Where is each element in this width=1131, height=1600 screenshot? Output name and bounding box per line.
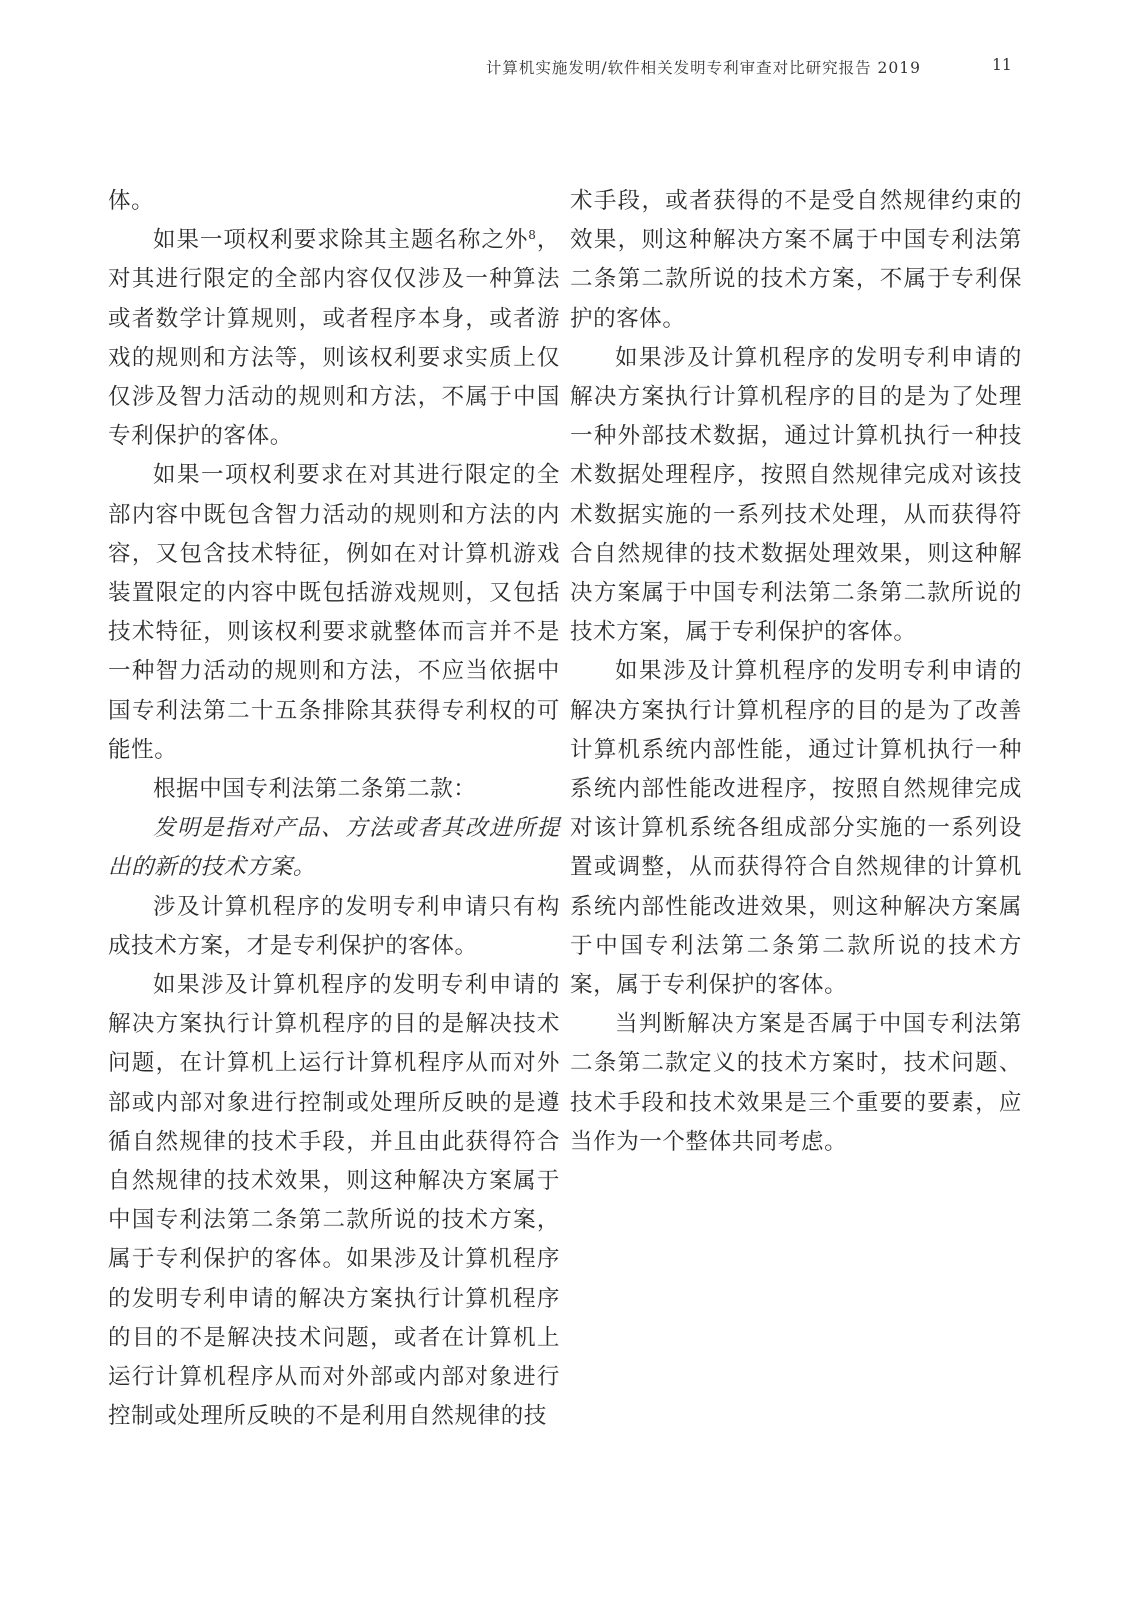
paragraph-external-data: 如果涉及计算机程序的发明专利申请的解决方案执行计算机程序的目的是为了处理一种外部技术数据，通过计算机执行一种技术数据处理程序，按照自然规律完成对该技术数据实施的一系列技术处理，从而获得符合自然规律的技术数据处理效果，则这种解决方案属于中国专利法第二条第二款所说的技术方案，属于专利保护的客体。 xyxy=(570,344,1022,646)
paragraph-technical-solution: 涉及计算机程序的发明专利申请只有构成技术方案，才是专利保护的客体。 xyxy=(108,893,560,959)
page-number: 11 xyxy=(992,56,1012,74)
footnote-marker: 8 xyxy=(528,228,537,243)
paragraph-mixed-content: 如果一项权利要求在对其进行限定的全部内容中既包含智力活动的规则和方法的内容，又包含技术特征，例如在对计算机游戏装置限定的内容中既包括游戏规则，又包括技术特征，则该权利要求就整体而言并不是一种智力活动的规则和方法，不应当依据中国专利法第二十五条排除其获得专利权的可能性。 xyxy=(108,462,560,763)
law-quote: 发明是指对产品、方法或者其改进所提出的新的技术方案。 xyxy=(108,815,560,881)
paragraph-three-elements: 当判断解决方案是否属于中国专利法第二条第二款定义的技术方案时，技术问题、技术手段和技术效果是三个重要的要素，应当作为一个整体共同考虑。 xyxy=(570,1011,1022,1155)
paragraph-text: 如果一项权利要求除其主题名称之外 xyxy=(153,227,529,254)
running-title: 计算机实施发明/软件相关发明专利审查对比研究报告 2019 xyxy=(485,59,921,77)
paragraph-internal-performance: 如果涉及计算机程序的发明专利申请的解决方案执行计算机程序的目的是为了改善计算机系统内部性能，通过计算机执行一种系统内部性能改进程序，按照自然规律完成对该计算机系统各组成部分实施的一系列设置或调整，从而获得符合自然规律的计算机系统内部性能改进效果，则这种解决方案属于中国专利法第二条第二款所说的技术方案，属于专利保护的客体。 xyxy=(570,658,1022,999)
right-column xyxy=(570,182,1022,1162)
left-column xyxy=(108,182,560,1437)
paragraph-subject-name xyxy=(108,221,560,456)
paragraph-continuation: 术手段，或者获得的不是受自然规律约束的效果，则这种解决方案不属于中国专利法第二条第二款所说的技术方案，不属于专利保护的客体。 xyxy=(570,188,1022,332)
paragraph-technical-problem: 如果涉及计算机程序的发明专利申请的解决方案执行计算机程序的目的是解决技术问题，在计算机上运行计算机程序从而对外部或内部对象进行控制或处理所反映的是遵循自然规律的技术手段，并且由此获得符合自然规律的技术效果，则这种解决方案属于中国专利法第二条第二款所说的技术方案，属于专利保护的客体。如果涉及计算机程序的发明专利申请的解决方案执行计算机程序的目的不是解决技术问题，或者在计算机上运行计算机程序从而对外部或内部对象进行控制或处理所反映的不是利用自然规律的技 xyxy=(108,972,560,1430)
paragraph-law-reference: 根据中国专利法第二条第二款： xyxy=(153,776,477,803)
page-header xyxy=(0,56,1131,80)
paragraph-text: ，对其进行限定的全部内容仅仅涉及一种算法或者数学计算规则，或者程序本身，或者游戏的规则和方法等，则该权利要求实质上仅仅涉及智力活动的规则和方法，不属于中国专利保护的客体。 xyxy=(108,227,560,450)
paragraph-continuation: 体。 xyxy=(108,188,155,214)
